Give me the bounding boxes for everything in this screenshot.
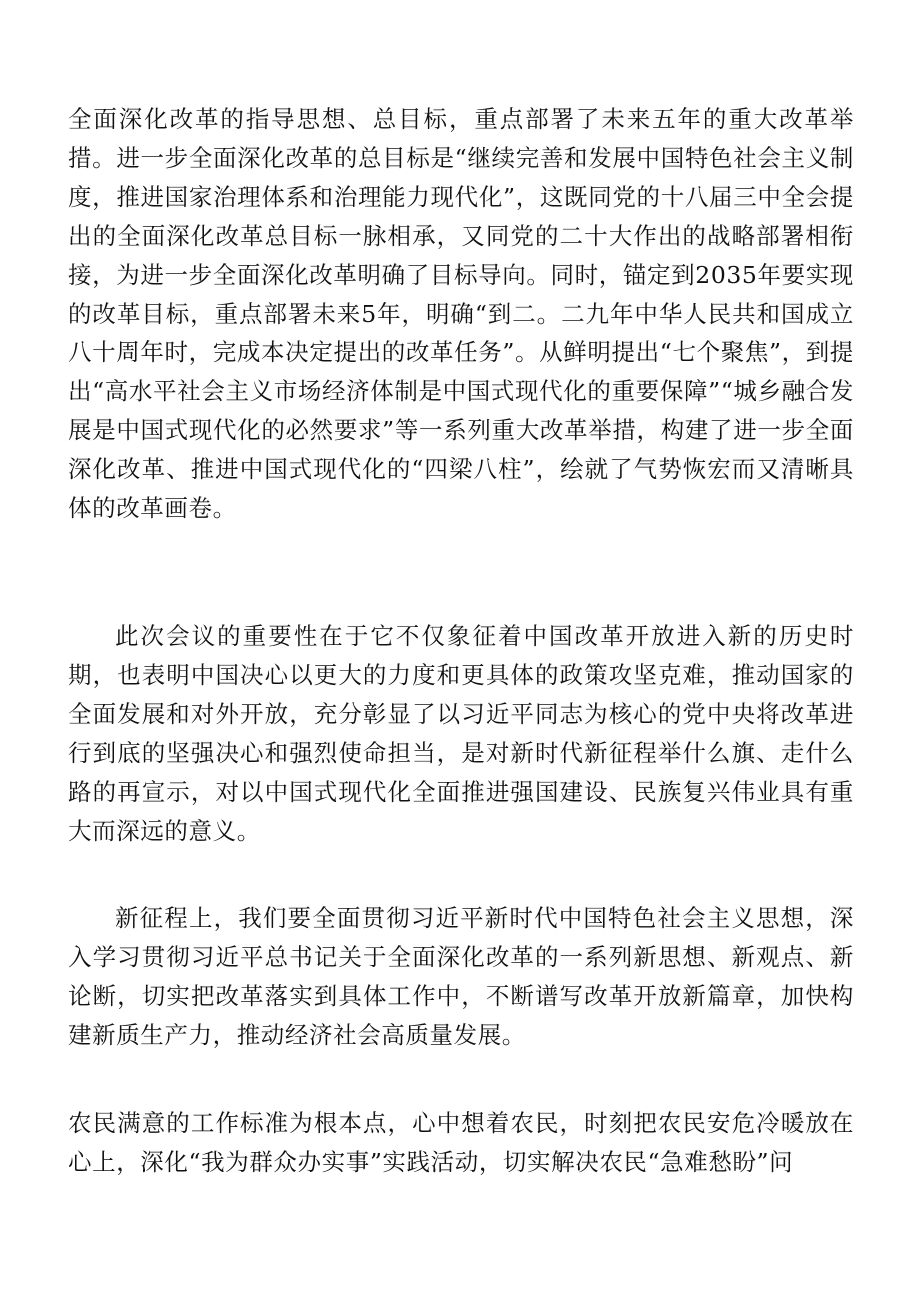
paragraph-reform-goals: 全面深化改革的指导思想、总目标，重点部署了未来五年的重大改革举措。进一步全面深化改革的总目标是“继续完善和发展中国特色社会主义制度，推进国家治理体系和治理能力现代化”，这既同党的十八届三中全会提出的全面深化改革总目标一脉相承，又同党的二十大作出的战略部署相衔接，为进一步全面深化改革明确了目标导向。同时，锚定到2035年要实现的改革目标，重点部署未来5年，明确“到二。二九年中华人民共和国成立八十周年时，完成本决定提出的改革任务”。从鲜明提出“七个聚焦”，到提出“高水平社会主义市场经济体制是中国式现代化的重要保障”“城乡融合发展是中国式现代化的必然要求”等一系列重大改革举措，构建了进一步全面深化改革、推进中国式现代化的“四梁八柱”，绘就了气势恢宏而又清晰具体的改革画卷。 [68, 105, 854, 523]
paragraph-farmers-satisfaction: 农民满意的工作标准为根本点，心中想着农民，时刻把农民安危冷暖放在心上，深化“我为群众办实事”实践活动，切实解决农民“急难愁盼”问 [68, 1109, 854, 1176]
paragraph-new-journey: 新征程上，我们要全面贯彻习近平新时代中国特色社会主义思想，深入学习贯彻习近平总书记关于全面深化改革的一系列新思想、新观点、新论断，切实把改革落实到具体工作中，不断谱写改革开放新篇章，加快构建新质生产力，推动经济社会高质量发展。 [68, 904, 854, 1049]
paragraph-meeting-significance: 此次会议的重要性在于它不仅象征着中国改革开放进入新的历史时期，也表明中国决心以更大的力度和更具体的政策攻坚克难，推动国家的全面发展和对外开放，充分彰显了以习近平同志为核心的党中央将改革进行到底的坚强决心和强烈使命担当，是对新时代新征程举什么旗、走什么路的再宣示，对以中国式现代化全面推进强国建设、民族复兴伟业具有重大而深远的意义。 [68, 622, 854, 845]
